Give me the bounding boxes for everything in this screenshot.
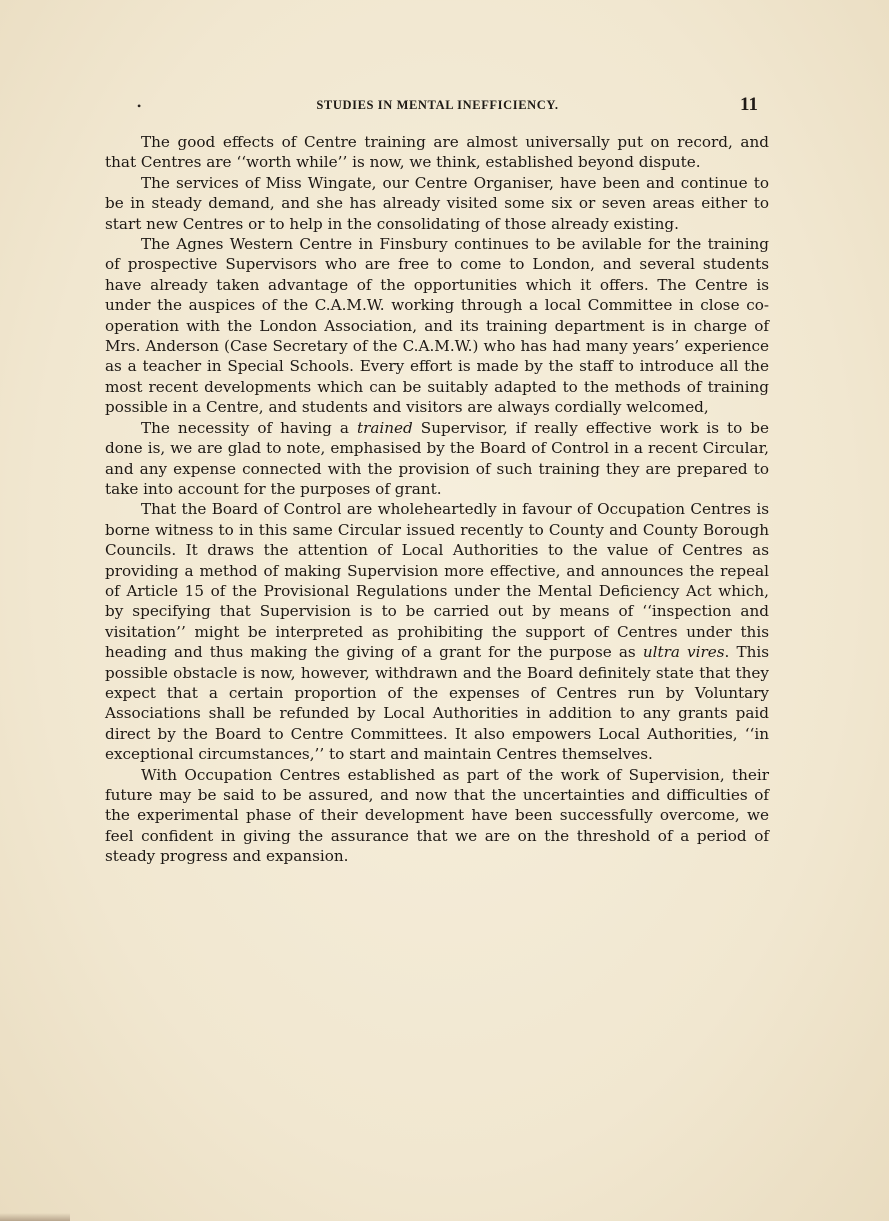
paragraph — [105, 765, 769, 867]
paragraph-text: . This possible obstacle is now, however, withdrawn and the Board definitely state that they expect that a certain proportion of the expenses of Centres run by Voluntary Associations shall be refunded by Local Authorities in addition to any grants paid direct by the Board to Centre Committees. It also empowers Local Authorities, ‘‘in exceptional circumstances,’’ to start and maintain Centres themselves. — [105, 643, 770, 764]
paragraph-text: The services of Miss Wingate, our Centre Organiser, have been and continue to be in steady demand, and she has already visited some six or seven areas either to start new Centres or to help in the consolidating of those already existing. — [105, 173, 769, 233]
paragraph-text: The good effects of Centre training are almost universally put on record, and that Centres are ‘‘worth while’’ is now, we think, established beyond dispute. — [105, 133, 769, 172]
paragraph-text: With Occupation Centres established as part of the work of Supervision, their future may be said to be assured, and now that the uncertainties and difficulties of the experimental phase of their development have been successfully overcome, we feel confident in giving the assurance that we are on the threshold of a period of steady progress and expansion. — [105, 765, 769, 866]
paragraph — [105, 499, 769, 764]
body-text — [105, 132, 769, 867]
paragraph-text: That the Board of Control are wholeheartedly in favour of Occupation Centres is borne witness to in this same Circular issued recently to County and County Borough Councils. It draws the attention of Local Authorities to the value of Centres as providing a method of making Supervision more effective, and announces the repeal of Article 15 of the Provisional Regulations under the Mental Deficiency Act which, by specifying that Supervision is to be carried out by means of ‘‘inspection and visitation’’ might be interpreted as prohibiting the support of Centres under this heading and thus making the giving of a grant for the purpose as — [105, 500, 769, 662]
paragraph-text: The necessity of having a — [141, 418, 357, 437]
header-marker: • — [137, 99, 142, 113]
paragraph — [105, 173, 769, 234]
emphasized-text: trained — [357, 418, 413, 437]
paragraph — [105, 418, 769, 500]
page-header — [105, 96, 770, 118]
page-number: 11 — [740, 94, 758, 115]
paragraph — [105, 132, 769, 173]
paragraph-text: Supervisor, if really effective work is to be done is, we are glad to note, emphasised by the Board of Control in a recent Circular, and any expense connected with the provision of such training they are prepared to take into account for the purposes of grant. — [105, 418, 769, 498]
paragraph-text: The Agnes Western Centre in Finsbury continues to be avilable for the training of prospective Supervisors who are free to come to London, and several students have already taken advantage of the opportunities which it offers. The Centre is under the auspices of the C.A.M.W. working through a local Committee in close co-operation with the London Association, and its training department is in charge of Mrs. Anderson (Case Secretary of the C.A.M.W.) who has had many years’ experience as a teacher in Special Schools. Every effort is made by the staff to introduce all the most recent developments which can be suitably adapted to the methods of training possible in a Centre, and students and visitors are always cordially welcomed, — [105, 235, 769, 417]
paragraph — [105, 234, 769, 418]
running-head: STUDIES IN MENTAL INEFFICIENCY. — [316, 98, 559, 112]
page-corner-shadow — [0, 1213, 70, 1221]
emphasized-text: ultra vires — [642, 643, 725, 662]
